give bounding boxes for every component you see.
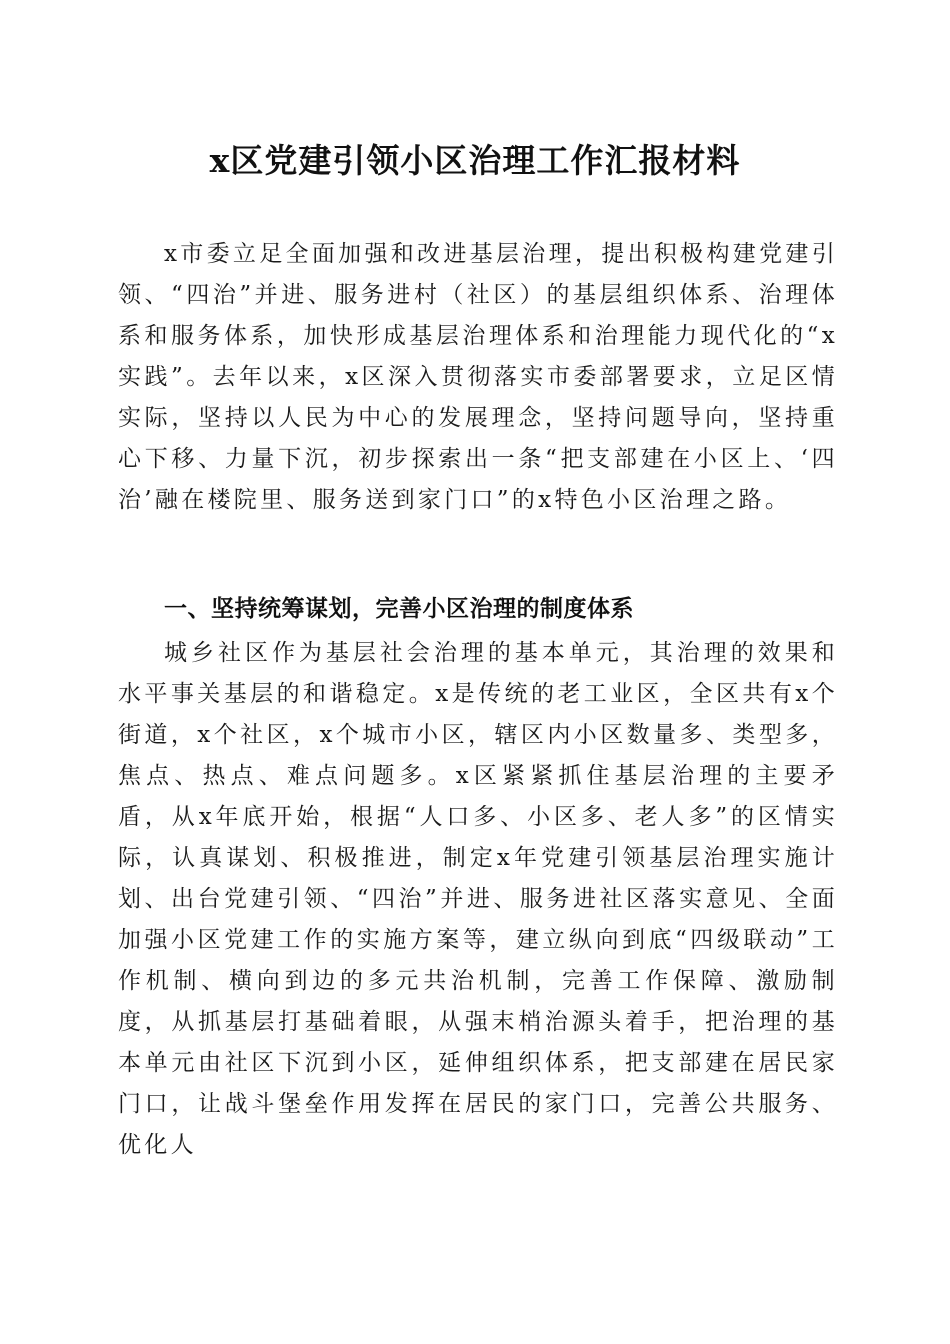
intro-paragraph: x市委立足全面加强和改进基层治理，提出积极构建党建引领、“四治”并进、服务进村（社区）的基层组织体系、治理体系和服务体系，加快形成基层治理体系和治理能力现代化的“x实践”。去年以来，x区深入贯彻落实市委部署要求，立足区情实际，坚持以人民为中心的发展理念，坚持问题导向，坚持重心下移、力量下沉，初步探索出一条“把支部建在小区上、‘四治’融在楼院里、服务送到家门口”的x特色小区治理之路。 (118, 241, 838, 513)
section-paragraph: 城乡社区作为基层社会治理的基本单元，其治理的效果和水平事关基层的和谐稳定。x是传统的老工业区，全区共有x个街道，x个社区，x个城市小区，辖区内小区数量多、类型多，焦点、热点、难点问题多。x区紧紧抓住基层治理的主要矛盾，从x年底开始，根据“人口多、小区多、老人多”的区情实际，认真谋划、积极推进，制定x年党建引领基层治理实施计划、出台党建引领、“四治”并进、服务进社区落实意见、全面加强小区党建工作的实施方案等，建立纵向到底“四级联动”工作机制、横向到边的多元共治机制，完善工作保障、激励制度，从抓基层打基础着眼，从强末梢治源头着手，把治理的基本单元由社区下沉到小区，延伸组织体系，把支部建在居民家门口，让战斗堡垒作用发挥在居民的家门口，完善公共服务、优化人 (118, 640, 838, 1158)
document-title: x区党建引领小区治理工作汇报材料 (209, 141, 741, 180)
section-heading: 一、坚持统筹谋划，完善小区治理的制度体系 (164, 596, 634, 622)
